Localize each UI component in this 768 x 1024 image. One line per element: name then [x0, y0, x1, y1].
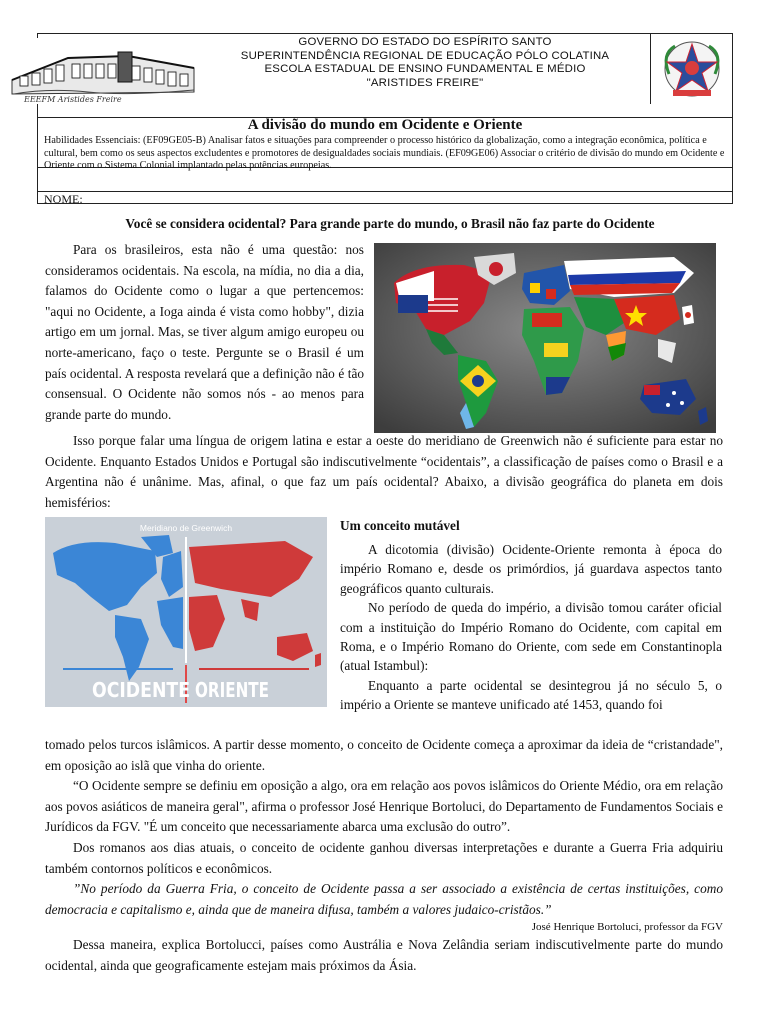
- quote-author: José Henrique Bortoluci, professor da FGV: [531, 921, 723, 934]
- state-coat-of-arms: [651, 34, 733, 104]
- paragraph-7-text: Dos romanos aos dias atuais, o conceito de ocidente ganhou diversas interpretações e durante a Guerra Fria adquiriu também contornos políticos e econômicos.: [45, 839, 723, 876]
- paragraph-1-text: Para os brasileiros, esta não é uma questão: nos consideramos ocidentais. Na escola, na mídia, no dia a dia, falamos do Ocidente como o lugar a que pertencemos: "aqui no Ocidente, a Ioga ainda é vista como hobby", dizia artigo em um jornal. Mas, se tiver algum amigo europeu ou norte-americano, faço o teste. Pergunte se o Brasil é um país ocidental. A resposta revelará que a definição não é tão consensual. O Ocidente não somos nós - ao menos para grande parte do mundo.: [45, 242, 364, 422]
- name-field-label: NOME:: [44, 192, 83, 206]
- paragraph-4-text: No período de queda do império, a divisão tomou caráter oficial com a instituição do Império Romano do Ocidente, com capital em Roma, e o Império Romano do Oriente, com sede em Constantinopla (atual Istambul):: [340, 600, 722, 674]
- paragraph-1: [45, 240, 364, 425]
- section-subtitle: Um conceito mutável: [340, 518, 460, 533]
- document-title: A divisão do mundo em Ocidente e Oriente: [247, 117, 523, 133]
- paragraph-2-text: Isso porque falar uma língua de origem latina e estar a oeste do meridiano de Greenwich não é suficiente para estar no Ocidente. Enquanto Estados Unidos e Portugal são indiscutivelmente “ocidentais”, a classificação de países como o Brasil e a Argentina não é unânime. Mas, afinal, o que faz um país ocidental? Abaixo, a divisão geográfica do planeta em dois hemisférios:: [45, 433, 723, 510]
- paragraph-8-text: Dessa maneira, explica Bortolucci, países como Austrália e Nova Zelândia seriam indiscutivelmente parte do mundo ocidental, ainda que geograficamente estejam mais próximos da Ásia.: [45, 937, 723, 973]
- paragraph-5b-text: tomado pelos turcos islâmicos. A partir desse momento, o conceito de Ocidente começa a aproximar da ideia de “cristandade", em oposição ao islã que vinha do oriente.: [45, 737, 723, 773]
- gov-line-4: "ARISTIDES FREIRE": [366, 76, 484, 89]
- header-name-row: [38, 191, 732, 206]
- paragraph-6-text: “O Ocidente sempre se definiu em oposição a algo, ora em relação aos povos islâmicos do Oriente Médio, ora em relação aos povos asiáticos de maneira geral", afirma o professor José Henrique Bortoluci, do Departamento de Fundamentos Sociais e Jurídicos da FGV. "É um conceito que necessariamente abarca uma exclusão do outro”.: [45, 778, 723, 835]
- gov-line-2: SUPERINTENDÊNCIA REGIONAL DE EDUCAÇÃO PÓLO COLATINA: [240, 49, 610, 62]
- logo-caption: EEEFM Aristides Freire: [24, 95, 122, 104]
- quote-text: ”No período da Guerra Fria, o conceito de Ocidente passa a ser associado a existência de certas instituições, como democracia e capitalismo e, ainda que de maneira difusa, também a valores judaico-cristãos.”: [45, 881, 723, 917]
- section-mutable-concept: [340, 518, 722, 534]
- paragraph-5a-text: Enquanto a parte ocidental se desintegrou já no século 5, o império a Oriente se manteve unificado até 1453, quando foi: [340, 677, 722, 713]
- gov-line-3: ESCOLA ESTADUAL DE ENSINO FUNDAMENTAL E MÉDIO: [264, 63, 586, 75]
- school-logo: [8, 38, 198, 104]
- article-continuation: [45, 735, 723, 977]
- west-label: OCIDENTE: [92, 678, 190, 702]
- flag-world-map-image: [374, 243, 716, 433]
- institution-header: [205, 36, 645, 90]
- west-east-division-map: [45, 517, 327, 707]
- paragraph-2: [45, 431, 723, 513]
- section-right-column: [340, 540, 722, 715]
- east-label: ORIENTE: [195, 678, 269, 702]
- skills-text: Habilidades Essenciais: (EF09GE05-B) Analisar fatos e situações para compreender o processo histórico da globalização, como a integração econômica, política e cultural, bem como os seus aspectos excludentes e promotores de desigualdades sociais mundiais. (EF09GE06) Associar o critério de divisão do mundo em Ocidente e Oriente com o Sistema Colonial implantado pelas potências europeias.: [44, 135, 725, 172]
- gov-line-1: GOVERNO DO ESTADO DO ESPÍRITO SANTO: [298, 36, 552, 48]
- state-seal-cell: [650, 34, 733, 104]
- meridian-label: Meridiano de Greenwich: [139, 523, 233, 533]
- article-title: Você se considera ocidental? Para grande parte do mundo, o Brasil não faz parte do Ocidente: [125, 216, 655, 231]
- paragraph-3-text: A dicotomia (divisão) Ocidente-Oriente remonta à época do império Romano e, desde os primórdios, já guardava aspectos tanto geográficos quanto culturais.: [340, 542, 722, 596]
